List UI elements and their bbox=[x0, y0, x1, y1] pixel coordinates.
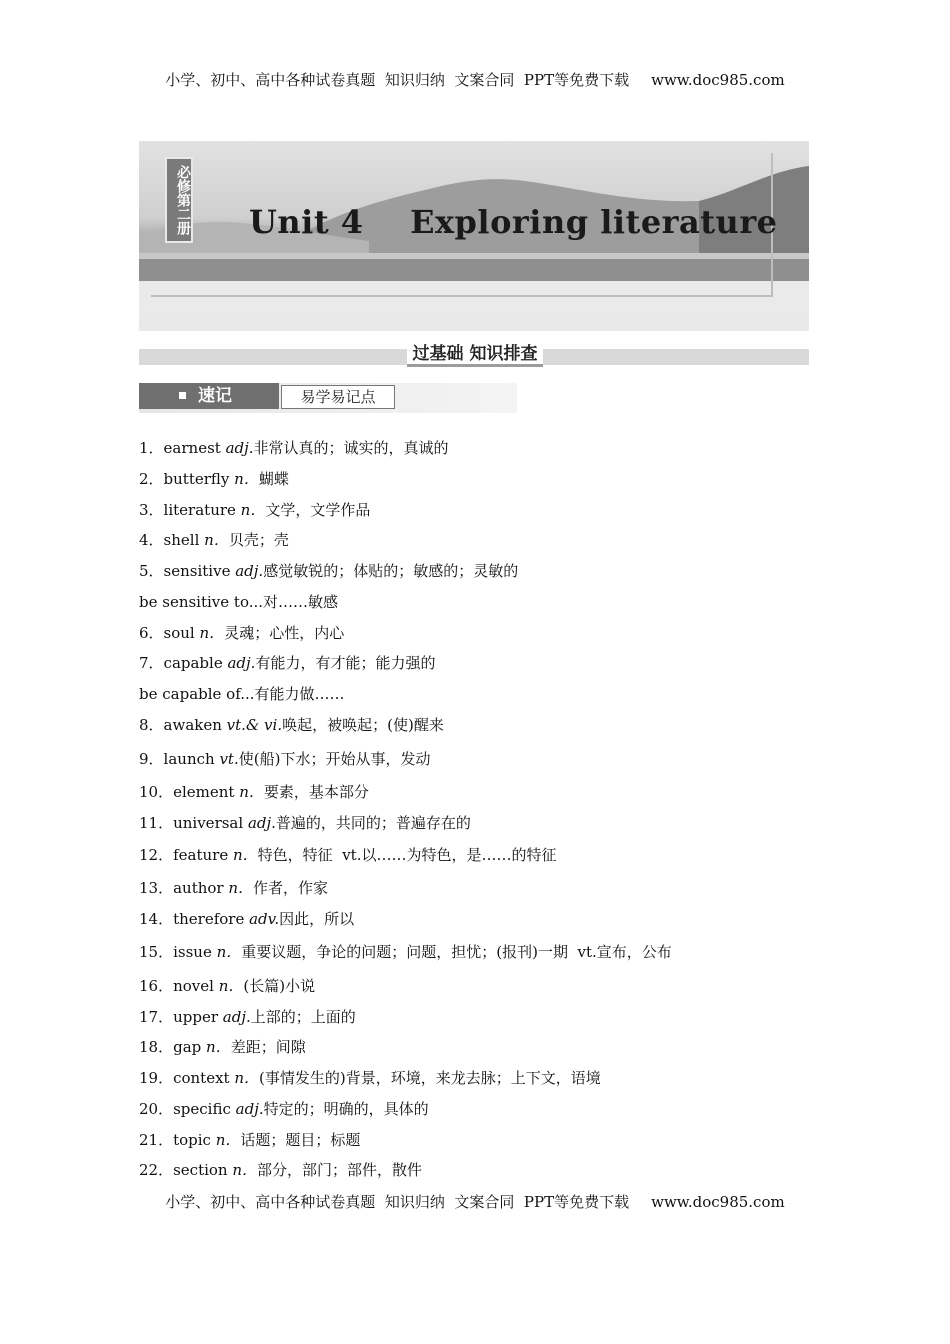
entry-word: topic bbox=[173, 1131, 216, 1149]
entry-definition: 蝴蝶 bbox=[258, 470, 289, 488]
entry-word: be capable of... bbox=[139, 685, 255, 703]
vocab-entry bbox=[139, 529, 289, 550]
entry-definition: 特色，特征 vt.以……为特色，是……的特征 bbox=[257, 846, 557, 864]
unit-title: Unit 4 Exploring literature bbox=[249, 203, 778, 241]
entry-number: 1． bbox=[139, 439, 164, 457]
entry-definition: 唤起，被唤起；(使)醒来 bbox=[282, 716, 444, 734]
page-header bbox=[0, 69, 950, 90]
footer-text: 小学、初中、高中各种试卷真题 知识归纳 文案合同 PPT等免费下载 bbox=[165, 1193, 630, 1211]
vocab-entry bbox=[139, 591, 338, 612]
entry-pos: adj. bbox=[235, 562, 264, 580]
vocab-entry bbox=[139, 1098, 429, 1119]
entry-word: awaken bbox=[163, 716, 227, 734]
entry-definition: 部分，部门；部件，散件 bbox=[257, 1161, 423, 1179]
entry-pos: n． bbox=[228, 879, 254, 897]
entry-definition: (事情发生的)背景，环境，来龙去脉；上下文，语境 bbox=[259, 1069, 601, 1087]
footer-site: www.doc985.com bbox=[651, 1193, 785, 1211]
sub-heading-tag: 易学易记点 bbox=[281, 385, 395, 409]
vocab-entry bbox=[139, 1067, 601, 1088]
entry-word: gap bbox=[173, 1038, 207, 1056]
vocab-entry bbox=[139, 1159, 422, 1180]
vocab-entry bbox=[139, 437, 449, 458]
entry-word: universal bbox=[173, 814, 248, 832]
entry-number: 5． bbox=[139, 562, 164, 580]
entry-pos: n． bbox=[199, 624, 225, 642]
section-title: 过基础 知识排查 bbox=[407, 339, 544, 367]
entry-number: 15． bbox=[139, 943, 174, 961]
entry-definition: 特定的；明确的，具体的 bbox=[263, 1100, 429, 1118]
entry-word: sensitive bbox=[163, 562, 236, 580]
entry-number: 7． bbox=[139, 654, 164, 672]
entry-pos: n． bbox=[234, 1069, 260, 1087]
entry-definition: 有能力做…… bbox=[254, 685, 345, 703]
vocab-entry bbox=[139, 499, 370, 520]
entry-pos: n． bbox=[216, 943, 242, 961]
entry-number: 17． bbox=[139, 1008, 174, 1026]
volume-tag: 必修第二册 bbox=[165, 157, 193, 243]
entry-word: section bbox=[173, 1161, 233, 1179]
vocab-entry bbox=[139, 941, 672, 962]
vocab-entry bbox=[139, 748, 430, 769]
vocab-entry bbox=[139, 468, 289, 489]
entry-number: 18． bbox=[139, 1038, 174, 1056]
entry-pos: adj. bbox=[247, 814, 276, 832]
square-bullet-icon bbox=[179, 392, 186, 399]
entry-number: 22． bbox=[139, 1161, 174, 1179]
entry-word: upper bbox=[173, 1008, 223, 1026]
entry-definition: 有能力，有才能；能力强的 bbox=[255, 654, 436, 672]
entry-word: therefore bbox=[173, 910, 250, 928]
entry-word: launch bbox=[163, 750, 220, 768]
entry-definition: 差距；间隙 bbox=[230, 1038, 306, 1056]
entry-number: 4． bbox=[139, 531, 164, 549]
vocab-entry bbox=[139, 683, 345, 704]
entry-word: issue bbox=[173, 943, 217, 961]
entry-definition: 作者，作家 bbox=[253, 879, 329, 897]
vocab-entry bbox=[139, 877, 328, 898]
entry-pos: n． bbox=[215, 1131, 241, 1149]
entry-definition: 文学，文学作品 bbox=[265, 501, 371, 519]
entry-word: specific bbox=[173, 1100, 236, 1118]
page-footer bbox=[0, 1191, 950, 1212]
vocab-entry bbox=[139, 812, 471, 833]
vocab-entry bbox=[139, 844, 556, 865]
entry-word: feature bbox=[173, 846, 233, 864]
entry-number: 2． bbox=[139, 470, 164, 488]
entry-definition: 因此，所以 bbox=[279, 910, 355, 928]
unit-banner bbox=[139, 141, 809, 331]
entry-definition: 贝壳；壳 bbox=[228, 531, 289, 549]
entry-word: capable bbox=[163, 654, 228, 672]
entry-number: 11． bbox=[139, 814, 174, 832]
entry-pos: adj. bbox=[227, 654, 256, 672]
entry-pos: vt.& vi. bbox=[226, 716, 283, 734]
entry-number: 20． bbox=[139, 1100, 174, 1118]
entry-word: be sensitive to... bbox=[139, 593, 264, 611]
entry-number: 9． bbox=[139, 750, 164, 768]
entry-definition: 感觉敏锐的；体贴的；敏感的；灵敏的 bbox=[263, 562, 519, 580]
vocab-entry bbox=[139, 1006, 356, 1027]
header-site: www.doc985.com bbox=[651, 71, 785, 89]
sub-heading-text: 速记 bbox=[198, 386, 232, 406]
header-text: 小学、初中、高中各种试卷真题 知识归纳 文案合同 PPT等免费下载 bbox=[165, 71, 630, 89]
entry-definition: 普遍的，共同的；普遍存在的 bbox=[275, 814, 471, 832]
entry-pos: n． bbox=[240, 501, 266, 519]
entry-number: 6． bbox=[139, 624, 164, 642]
sub-heading-label bbox=[139, 383, 279, 409]
entry-word: literature bbox=[163, 501, 241, 519]
entry-word: author bbox=[173, 879, 229, 897]
entry-pos: adv. bbox=[249, 910, 280, 928]
vocab-entry bbox=[139, 781, 369, 802]
section-heading bbox=[0, 339, 950, 367]
entry-word: butterfly bbox=[163, 470, 235, 488]
entry-definition: 灵魂；心性，内心 bbox=[224, 624, 345, 642]
entry-word: soul bbox=[163, 624, 200, 642]
vocab-entry bbox=[139, 652, 435, 673]
entry-definition: 要素，基本部分 bbox=[263, 783, 369, 801]
entry-definition: 对……敏感 bbox=[263, 593, 339, 611]
entry-pos: adj. bbox=[225, 439, 254, 457]
entry-definition: 上部的；上面的 bbox=[250, 1008, 356, 1026]
entry-pos: n． bbox=[239, 783, 264, 801]
entry-number: 13． bbox=[139, 879, 174, 897]
entry-number: 8． bbox=[139, 716, 164, 734]
entry-word: novel bbox=[173, 977, 219, 995]
entry-word: shell bbox=[163, 531, 205, 549]
entry-number: 14． bbox=[139, 910, 174, 928]
entry-pos: adj. bbox=[235, 1100, 264, 1118]
entry-definition: 话题；题目；标题 bbox=[240, 1131, 361, 1149]
entry-pos: vt. bbox=[219, 750, 239, 768]
entry-pos: n． bbox=[232, 1161, 258, 1179]
vocab-entry bbox=[139, 622, 344, 643]
entry-number: 10． bbox=[139, 783, 174, 801]
vocab-entry bbox=[139, 908, 354, 929]
entry-pos: n． bbox=[218, 977, 244, 995]
vocab-entry bbox=[139, 1129, 360, 1150]
entry-definition: (长篇)小说 bbox=[243, 977, 316, 995]
entry-number: 16． bbox=[139, 977, 174, 995]
sub-heading bbox=[139, 383, 517, 413]
entry-pos: n． bbox=[234, 470, 259, 488]
entry-word: element bbox=[173, 783, 240, 801]
entry-word: earnest bbox=[163, 439, 226, 457]
entry-pos: n． bbox=[206, 1038, 231, 1056]
entry-number: 3． bbox=[139, 501, 164, 519]
entry-pos: adj. bbox=[222, 1008, 251, 1026]
entry-pos: n． bbox=[204, 531, 229, 549]
vocab-entry bbox=[139, 1036, 306, 1057]
entry-definition: 非常认真的；诚实的，真诚的 bbox=[253, 439, 449, 457]
entry-definition: 重要议题，争论的问题；问题，担忧；(报刊)一期 vt.宣布，公布 bbox=[241, 943, 672, 961]
entry-definition: 使(船)下水；开始从事，发动 bbox=[238, 750, 431, 768]
entry-number: 12． bbox=[139, 846, 174, 864]
vocab-entry bbox=[139, 560, 518, 581]
entry-word: context bbox=[173, 1069, 235, 1087]
entry-number: 19． bbox=[139, 1069, 174, 1087]
vocab-entry bbox=[139, 975, 315, 996]
vocab-entry bbox=[139, 714, 444, 735]
entry-pos: n． bbox=[232, 846, 258, 864]
entry-number: 21． bbox=[139, 1131, 174, 1149]
